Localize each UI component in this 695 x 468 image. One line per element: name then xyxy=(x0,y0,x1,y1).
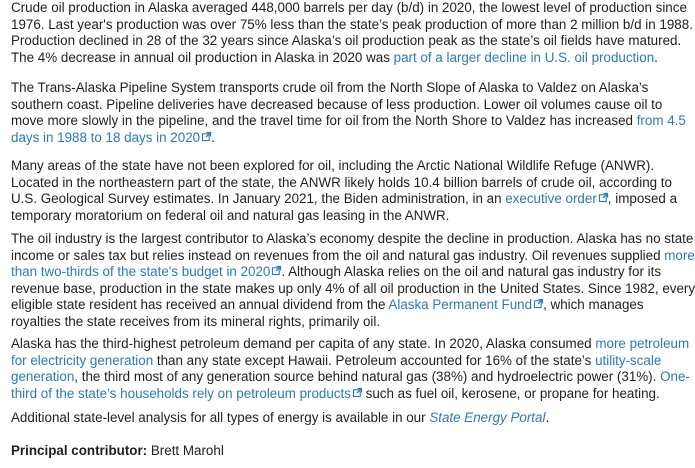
text-line: temporary moratorium on federal oil and natural gas leasing in the ANWR. xyxy=(11,207,450,223)
text-line xyxy=(11,386,690,403)
utility-scale-link-cont[interactable]: generation xyxy=(11,369,75,385)
principal-contributor xyxy=(11,443,224,460)
text-span: The 4% decrease in annual oil production in Alaska in 2020 was xyxy=(11,49,394,65)
permanent-fund-link[interactable]: Alaska Permanent Fund xyxy=(388,297,533,313)
text-span: income or sales tax but relies instead on revenues from the oil and natural gas industry. Oil revenues supplied xyxy=(11,247,665,263)
text-line: The Trans-Alaska Pipeline System transports crude oil from the North Slope of Alaska to Valdez on Alaska’s xyxy=(11,80,649,95)
text-line: The oil industry is the largest contributor to Alaska’s economy despite the decline in production. Alaska has no state xyxy=(11,231,694,246)
text-line xyxy=(11,410,549,427)
text-span: , the third most of any generation source behind natural gas (38%) and hydroelectric power (31%). xyxy=(74,369,661,385)
contributor-label: Principal contributor: xyxy=(11,443,148,458)
households-link[interactable]: One- xyxy=(660,369,690,385)
text-line: 1976. Last year's production was over 75% less than the state’s peak production of more than 2 million b/d in 1988. xyxy=(11,16,693,32)
text-line: Located in the northeastern part of the state, the ANWR likely holds 10.4 billion barrels of crude oil, according to xyxy=(11,174,672,190)
text-line: southern coast. Pipeline deliveries have decreased because of less production. Lower oil volumes cause oil to xyxy=(11,96,663,112)
petroleum-electricity-link[interactable]: more petroleum xyxy=(595,336,690,351)
state-energy-portal-link[interactable]: State Energy Portal xyxy=(429,410,546,425)
travel-time-link-cont[interactable]: days in 1988 to 18 days in 2020 xyxy=(11,129,201,145)
paragraph-production xyxy=(11,0,693,66)
households-link-cont[interactable]: third of the state’s households rely on petroleum products xyxy=(11,385,351,401)
external-link-icon xyxy=(599,193,608,202)
text-span: , which manages xyxy=(543,297,644,313)
text-line xyxy=(11,336,690,353)
paragraph-demand xyxy=(11,336,690,402)
text-line xyxy=(11,191,677,208)
petroleum-electricity-link-cont[interactable]: for electricity generation xyxy=(11,352,154,368)
paragraph-anwr xyxy=(11,158,677,224)
text-line xyxy=(11,353,690,370)
text-line xyxy=(11,113,686,130)
text-line: Production declined in 28 of the 32 years since Alaska’s oil production peak as the state’s oil fields have matured. xyxy=(11,33,682,49)
text-line: royalties the state receives from its mineral rights, primarily oil. xyxy=(11,313,381,329)
text-line xyxy=(11,369,690,386)
text-span: move more slowly in the pipeline, and the travel time for oil from the North Shore to Valdez has increased xyxy=(11,113,637,129)
text-line xyxy=(11,248,695,265)
text-span: . xyxy=(545,410,550,425)
text-line: Many areas of the state have not been explored for oil, including the Arctic National Wildlife Refuge (ANWR). xyxy=(11,158,655,173)
state-budget-link[interactable]: more xyxy=(664,247,695,263)
utility-scale-link[interactable]: utility-scale xyxy=(595,352,662,368)
text-line xyxy=(11,297,695,314)
paragraph-portal xyxy=(11,410,549,427)
text-span: , imposed a xyxy=(607,191,678,207)
contributor-name: Brett Marohl xyxy=(147,443,224,458)
state-budget-link-cont[interactable]: than two-thirds of the state's budget in 2020 xyxy=(11,264,271,280)
text-line xyxy=(11,130,686,147)
text-span: Alaska has the third-highest petroleum demand per capita of any state. In 2020, Alaska consumed xyxy=(11,336,596,351)
text-span: . Although Alaska relies on the oil and natural gas industry for its xyxy=(281,264,662,280)
paragraph-economy xyxy=(11,231,695,331)
text-span: . xyxy=(211,129,215,145)
text-line xyxy=(11,50,693,67)
text-span: . xyxy=(654,49,658,65)
text-span: U.S. Geological Survey estimates. In January 2021, the Biden administration, in an xyxy=(11,191,506,207)
text-line: revenue base, production in the state makes up only 4% of all oil production in the United States. Since 1982, every xyxy=(11,280,695,296)
us-oil-decline-link[interactable]: part of a larger decline in U.S. oil production xyxy=(393,49,655,65)
external-link-icon xyxy=(534,299,543,308)
external-link-icon xyxy=(353,388,362,397)
paragraph-pipeline xyxy=(11,80,686,146)
text-line xyxy=(11,443,224,460)
travel-time-link[interactable]: from 4.5 xyxy=(636,113,686,129)
text-line xyxy=(11,264,695,281)
text-span: eligible state resident has received an annual dividend from the xyxy=(11,297,389,313)
external-link-icon xyxy=(202,132,211,141)
text-span: than any state except Hawaii. Petroleum accounted for 16% of the state’s xyxy=(153,352,596,368)
text-span: such as fuel oil, kerosene, or propane for heating. xyxy=(361,385,660,401)
text-line: Crude oil production in Alaska averaged 448,000 barrels per day (b/d) in 2020, the lowest level of production since xyxy=(11,0,687,15)
executive-order-link[interactable]: executive order xyxy=(505,191,597,207)
text-span: Additional state-level analysis for all types of energy is available in our xyxy=(11,410,430,425)
